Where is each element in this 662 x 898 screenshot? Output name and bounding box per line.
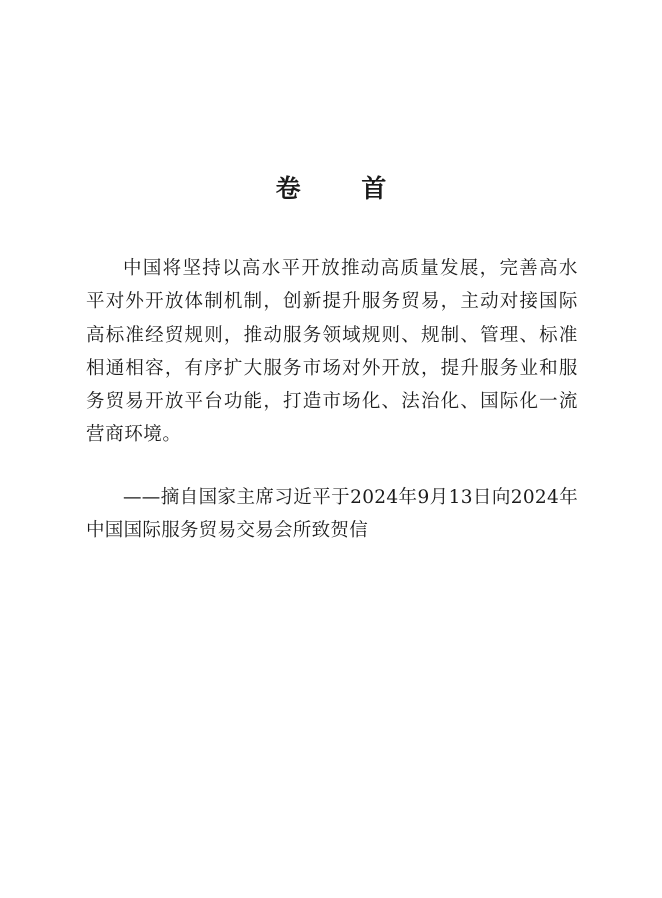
page-title: 卷 首: [275, 173, 413, 203]
epigraph-paragraph: 中国将坚持以高水平开放推动高质量发展，完善高水平对外开放体制机制，创新提升服务贸易，主动对接国际高标准经贸规则，推动服务领域规则、规制、管理、标准相通相容，有序扩大服务市场对外开放，提升服务业和服务贸易开放平台功能，打造市场化、法治化、国际化一流营商环境。: [86, 258, 578, 446]
quote-source: ——摘自国家主席习近平于2024年9月13日向2024年中国国际服务贸易交易会所致贺信: [86, 487, 578, 542]
